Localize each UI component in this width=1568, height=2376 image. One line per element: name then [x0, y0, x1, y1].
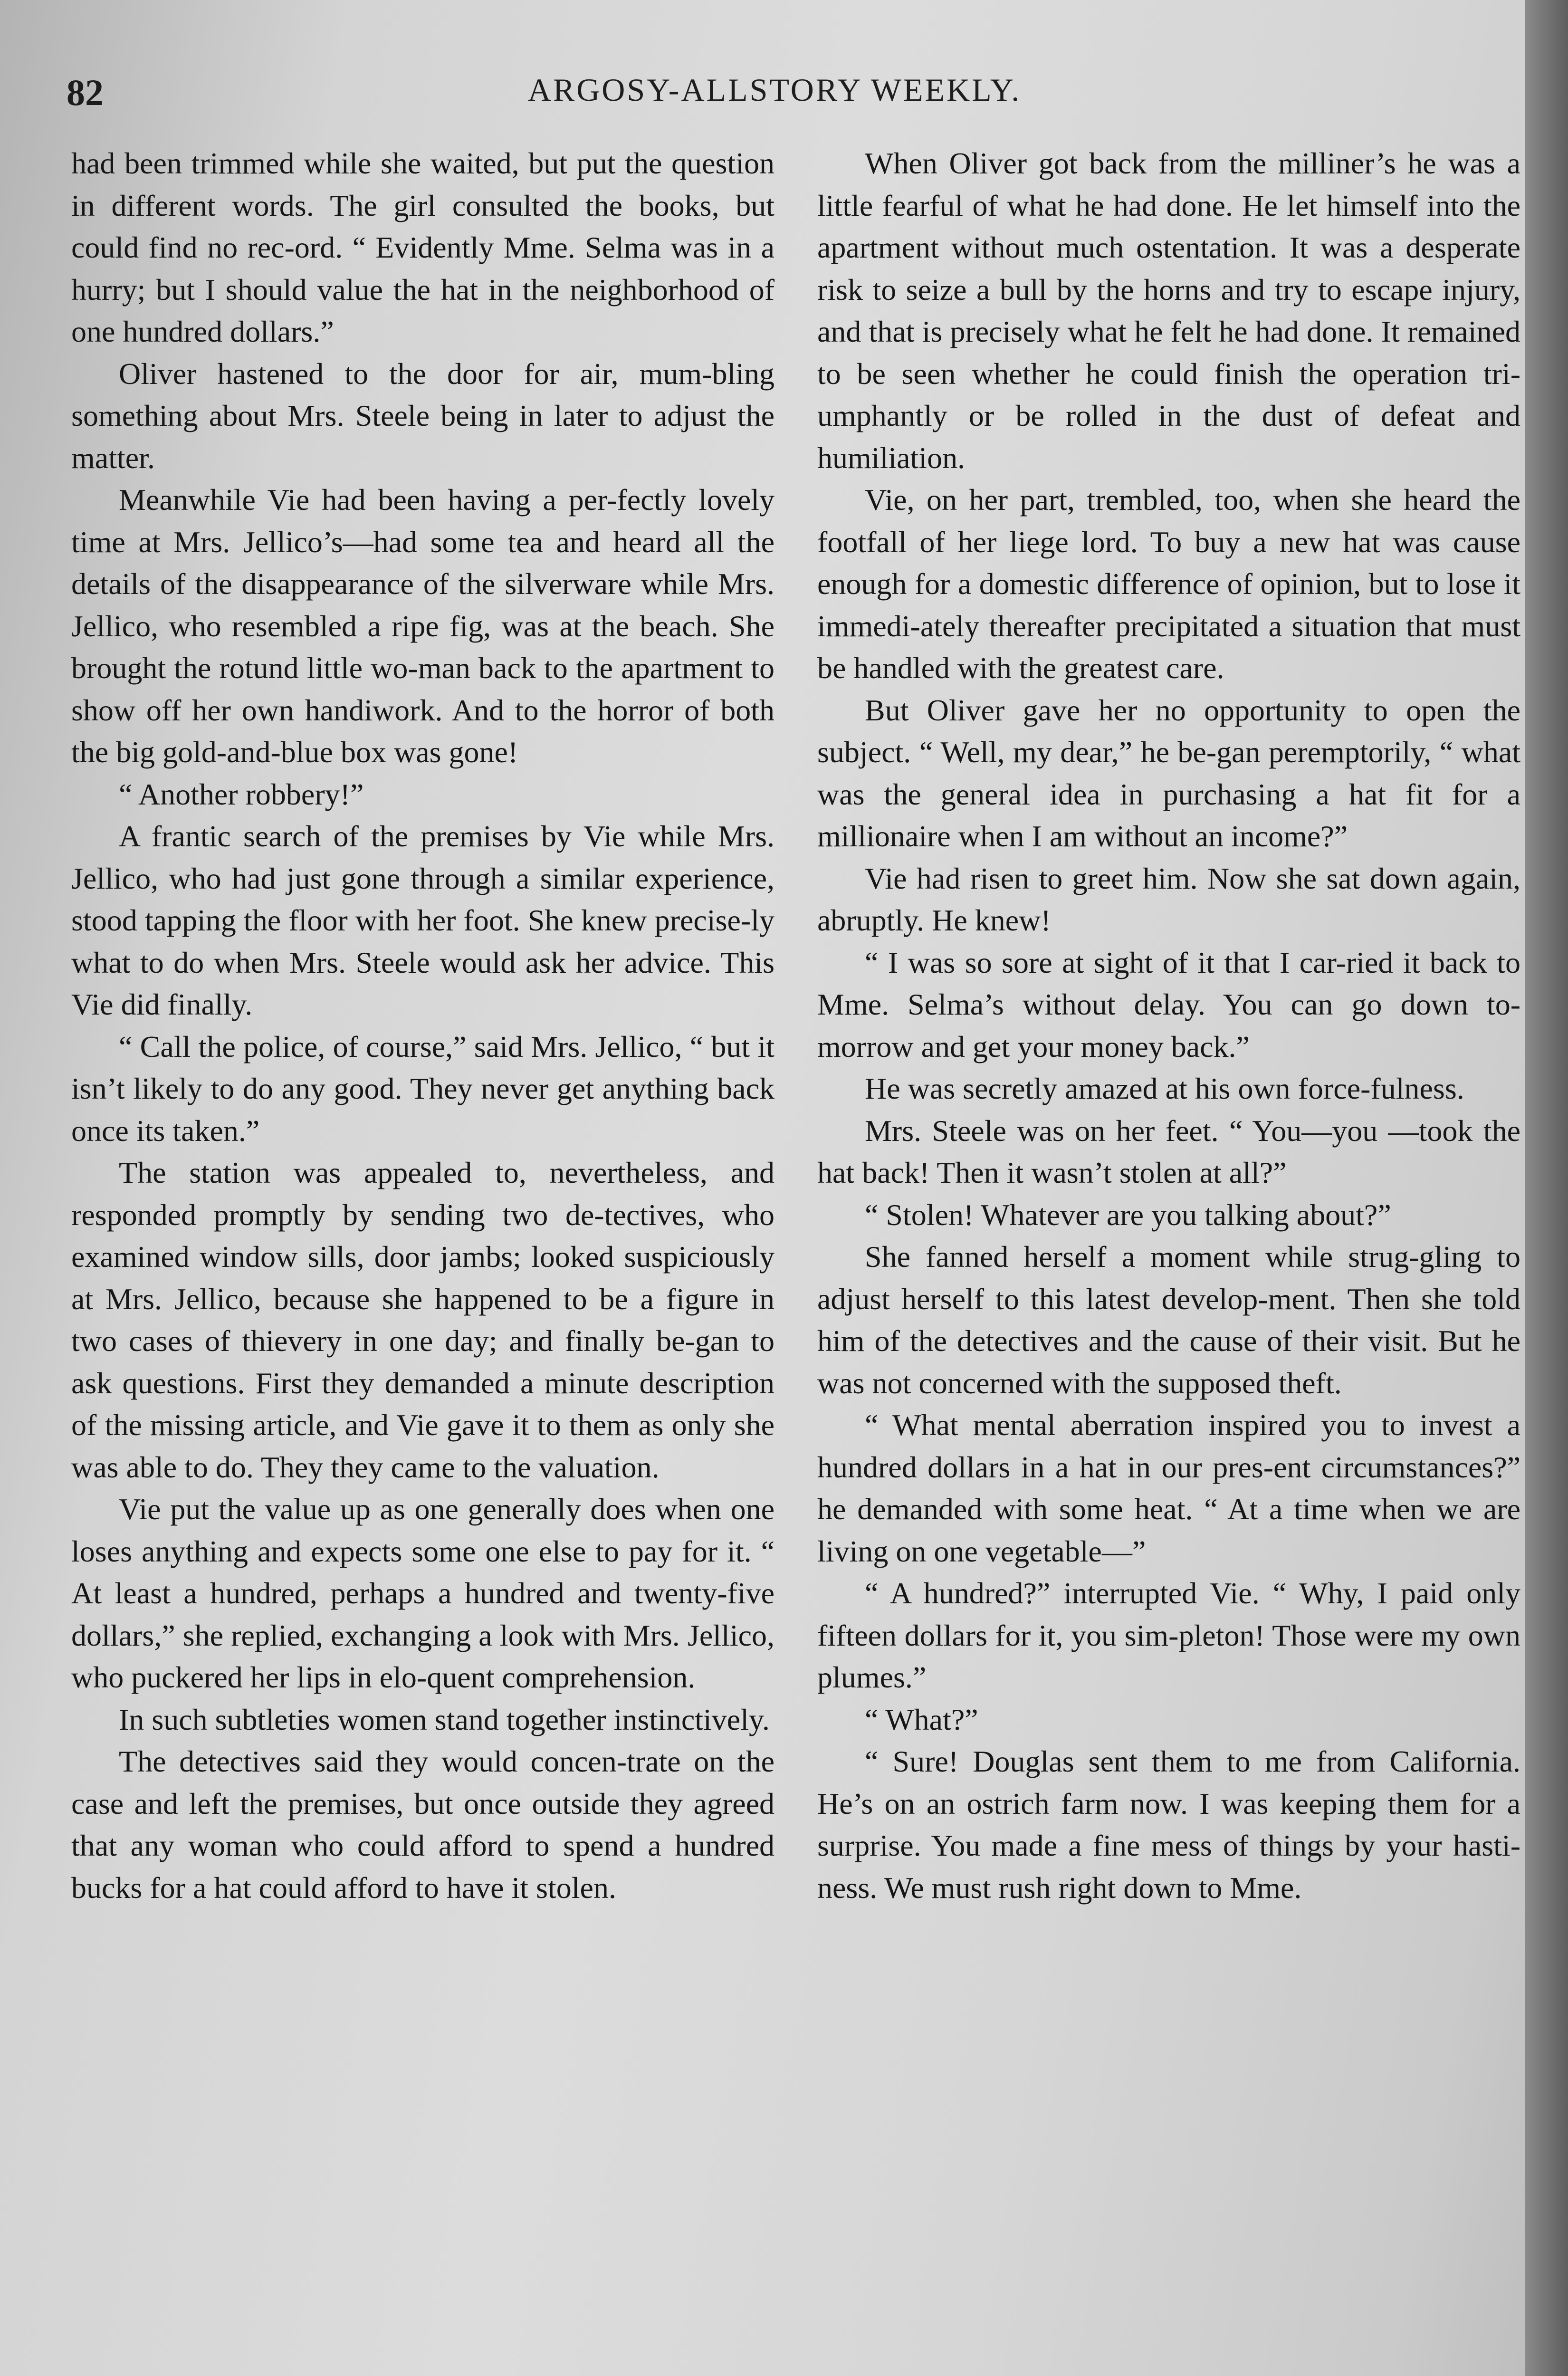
paragraph: The station was appealed to, nevertheless, and responded promptly by sending two de-tectives, who examined window sills, door jambs; looked suspiciously at Mrs. Jellico, because she happened to be a figure in two cases of thievery in one day; and finally be-gan to ask questions. First they demanded a minute description of the missing article, and Vie gave it to them as only she was able to do. They they came to the valuation.	[71, 1156, 774, 1484]
paragraph: “ Stolen! Whatever are you talking about?”	[865, 1198, 1391, 1232]
paragraph: A frantic search of the premises by Vie while Mrs. Jellico, who had just gone through a similar experience, stood tapping the floor with her foot. She knew precise-ly what to do when Mrs. Steele would ask her advice. This Vie did finally.	[71, 819, 774, 1021]
paragraph: “ Call the police, of course,” said Mrs. Jellico, “ but it isn’t likely to do any good. They never get anything back once its taken.”	[71, 1029, 774, 1148]
right-column	[817, 143, 1520, 2376]
running-head: ARGOSY-ALLSTORY WEEKLY.	[527, 72, 1022, 108]
paragraph: She fanned herself a moment while strug-gling to adjust herself to this latest develop-ment. Then she told him of the detectives and the cause of their visit. But he was not concerned with the supposed theft.	[817, 1240, 1520, 1400]
paragraph: Meanwhile Vie had been having a per-fectly lovely time at Mrs. Jellico’s—had some tea and heard all the details of the disappearance of the silverware while Mrs. Jellico, who resembled a ripe fig, was at the beach. She brought the rotund little wo-man back to the apartment to show off her own handiwork. And to the horror of both the big gold-and-blue box was gone!	[71, 483, 774, 769]
paragraph: Vie put the value up as one generally does when one loses anything and expects some one else to pay for it. “ At least a hundred, perhaps a hundred and twenty-five dollars,” she replied, exchanging a look with Mrs. Jellico, who puckered her lips in elo-quent comprehension.	[71, 1492, 774, 1694]
paragraph: He was secretly amazed at his own force-fulness.	[865, 1072, 1464, 1105]
left-column	[71, 143, 774, 2376]
paragraph: “ Another robbery!”	[119, 777, 364, 811]
paragraph: But Oliver gave her no opportunity to open the subject. “ Well, my dear,” he be-gan peremptorily, “ what was the general idea in purchasing a hat fit for a millionaire when I am without an income?”	[817, 693, 1520, 853]
paragraph: Mrs. Steele was on her feet. “ You—you —took the hat back! Then it wasn’t stolen at all?”	[817, 1113, 1520, 1189]
paragraph: “ What?”	[865, 1702, 978, 1736]
paragraph: When Oliver got back from the milliner’s he was a little fearful of what he had done. He let himself into the apartment without much ostentation. It was a desperate risk to seize a bull by the horns and try to escape injury, and that is precisely what he felt he had done. It remained to be seen whether he could finish the operation tri-umphantly or be rolled in the dust of defeat and humiliation.	[817, 146, 1520, 475]
paragraph: had been trimmed while she waited, but put the question in different words. The girl consulted the books, but could find no rec-ord. “ Evidently Mme. Selma was in a hurry; but I should value the hat in the neighborhood of one hundred dollars.”	[71, 146, 774, 348]
paragraph: Vie had risen to greet him. Now she sat down again, abruptly. He knew!	[817, 861, 1520, 937]
page-edge-shadow	[1525, 0, 1568, 2376]
page-header	[67, 71, 1482, 119]
paragraph: In such subtleties women stand together instinctively.	[119, 1702, 770, 1736]
paragraph: Oliver hastened to the door for air, mum-bling something about Mrs. Steele being in later to adjust the matter.	[71, 356, 774, 475]
paragraph: Vie, on her part, trembled, too, when she heard the footfall of her liege lord. To buy a new hat was cause enough for a domestic difference of opinion, but to lose it immedi-ately thereafter precipitated a situation that must be handled with the greatest care.	[817, 483, 1520, 685]
paragraph: “ I was so sore at sight of it that I car-ried it back to Mme. Selma’s without delay. You can go down to-morrow and get your money back.”	[817, 945, 1520, 1063]
paragraph: The detectives said they would concen-trate on the case and left the premises, but once outside they agreed that any woman who could afford to spend a hundred bucks for a hat could afford to have it stolen.	[71, 1744, 774, 1905]
page-number: 82	[67, 72, 104, 113]
paragraph: “ Sure! Douglas sent them to me from California. He’s on an ostrich farm now. I was keeping them for a surprise. You made a fine mess of things by your hasti-ness. We must rush right down to Mme.	[817, 1744, 1520, 1905]
paragraph: “ A hundred?” interrupted Vie. “ Why, I paid only fifteen dollars for it, you sim-pleton! Those were my own plumes.”	[817, 1576, 1520, 1694]
paragraph: “ What mental aberration inspired you to invest a hundred dollars in a hat in our pres-ent circumstances?” he demanded with some heat. “ At a time when we are living on one vegetable—”	[817, 1408, 1520, 1568]
